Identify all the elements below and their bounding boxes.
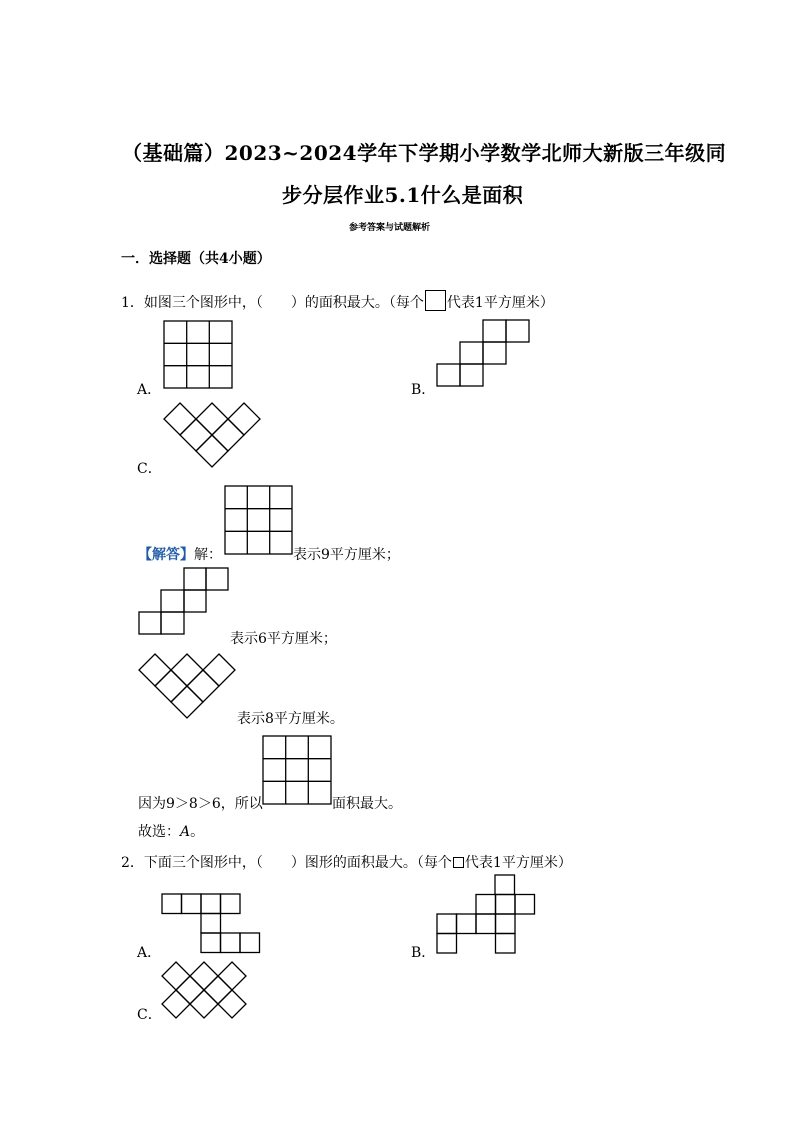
answer-subtitle: 参考答案与试题解析: [349, 223, 431, 233]
solution-answer-grid: [263, 736, 332, 806]
q2-option-a-label: A．: [137, 945, 162, 961]
choice-prefix: 故选：: [138, 824, 180, 840]
solution-figure-c-diamonds: [139, 654, 237, 720]
solution-figure-b-staircase: [139, 568, 231, 636]
q2-option-c-label: C．: [137, 1007, 162, 1023]
choice-answer: A: [180, 824, 191, 840]
question-2-text: [121, 852, 572, 872]
question-2-suffix: 代表1平方厘米）: [464, 855, 572, 871]
q1-figure-b-staircase: [437, 320, 531, 388]
unit-square-icon: [425, 290, 446, 311]
solution-intro: 解：: [194, 547, 222, 563]
solution-because: 因为9＞8＞6，所以: [138, 796, 263, 812]
q1-option-b-label: B．: [411, 382, 436, 398]
q2-option-b-label: B．: [411, 945, 436, 961]
solution-1-intro: [138, 544, 222, 564]
question-2-prefix: 2．下面三个图形中，（ ）图形的面积最大。（每个: [121, 855, 452, 871]
q1-option-c-label: C．: [137, 461, 162, 477]
q1-figure-a-3x3-grid: [164, 321, 233, 389]
solution-choice: [138, 821, 204, 841]
solution-conclusion: 面积最大。: [332, 796, 402, 812]
q2-figure-a-z-shape: [162, 894, 260, 956]
page-title-line1: （基础篇）2023~2024学年下学期小学数学北师大新版三年级同: [122, 141, 727, 165]
question-1-prefix: 1．如图三个图形中，（ ）的面积最大。（每个: [121, 295, 424, 311]
q2-figure-c-diamonds: [162, 962, 248, 1020]
solution-figure-a-grid: [225, 486, 294, 556]
question-1-text: [121, 290, 554, 312]
solution-tag: 【解答】: [138, 547, 194, 563]
section-heading: 一．选择题（共4小题）: [121, 251, 271, 267]
solution-line-a: 表示9平方厘米；: [293, 547, 400, 563]
unit-square-icon: [453, 857, 464, 868]
solution-line-b: 表示6平方厘米；: [230, 631, 337, 647]
choice-end: 。: [190, 824, 205, 840]
solution-line-c: 表示8平方厘米。: [237, 711, 344, 727]
page-title-line2: 步分层作业5.1什么是面积: [282, 183, 524, 207]
q1-figure-c-diamonds: [164, 403, 262, 469]
q2-figure-b-irregular: [437, 875, 535, 955]
question-1-suffix: 代表1平方厘米）: [446, 295, 554, 311]
q1-option-a-label: A．: [137, 382, 162, 398]
